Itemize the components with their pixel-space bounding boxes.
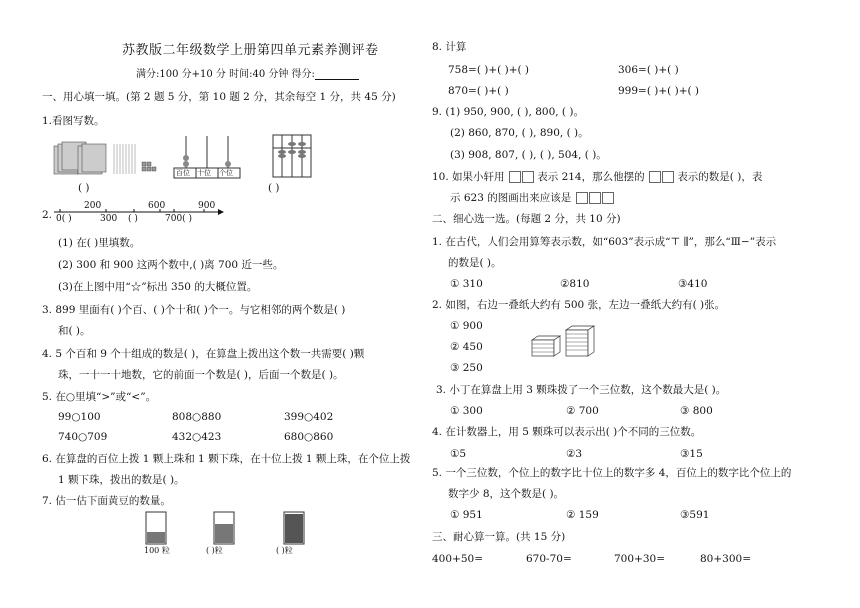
answer-box[interactable] [602, 192, 614, 204]
c5-line1: 5. 一个三位数，个位上的数字比十位上的数字多 4，百位上的数字比个位上的 [432, 467, 792, 479]
c3-opt-3[interactable]: ③ 800 [680, 405, 713, 417]
calc-2[interactable]: 670-70= [526, 553, 572, 565]
c3-opt-2[interactable]: ② 700 [566, 405, 599, 417]
c1-opt-1[interactable]: ① 310 [450, 278, 483, 290]
q9-part1: 9. (1) 950, 900, ( ), 800, ( )。 [432, 106, 584, 118]
q2-part1: (1) 在( )里填数。 [58, 237, 141, 249]
section-2-heading: 二、细心选一选。(每题 2 分，共 10 分) [432, 213, 621, 225]
c3-text: 3. 小丁在算盘上用 3 颗珠拨了一个三位数，这个数最大是( )。 [436, 384, 727, 396]
score-line [136, 69, 359, 80]
q8-row1-b[interactable]: 306=( )+( ) [618, 64, 679, 76]
nl-blank[interactable]: ( ) [128, 214, 138, 224]
hundred-blocks-image [50, 140, 160, 182]
c1-opt-2[interactable]: ②810 [560, 278, 590, 290]
calc-4[interactable]: 80+300= [700, 553, 751, 565]
c2-opt-3[interactable]: ③ 250 [450, 362, 483, 374]
q1-text: 1.看图写数。 [42, 115, 105, 127]
score-text: 满分:100 分+10 分 时间:40 分钟 得分: [136, 69, 315, 80]
c1-line2: 的数是( )。 [448, 257, 502, 269]
q3-line1: 3. 899 里面有( )个百、( )个十和( )个一。与它相邻的两个数是( ) [42, 304, 346, 316]
q5-item-2[interactable]: 808○880 [172, 411, 222, 423]
nl-label-700[interactable]: 700( ) [165, 214, 193, 224]
page-title: 苏教版二年级数学上册第四单元素养测评卷 [122, 43, 379, 58]
q10-text-b: 表示 214，那么他摆的 [537, 171, 645, 183]
q9-part3: (3) 908, 807, ( ), ( ), 504, ( )。 [450, 149, 607, 161]
c5-line2: 数字少 8，这个数是( )。 [448, 488, 565, 500]
score-blank[interactable] [315, 69, 359, 80]
q8-row2-a[interactable]: 870=( )+( ) [448, 85, 509, 97]
q10-text-d: 示 623 的图画出来应该是 [450, 192, 572, 204]
answer-box[interactable] [576, 192, 588, 204]
calc-3[interactable]: 700+30= [614, 553, 665, 565]
c4-opt-3[interactable]: ③15 [680, 448, 703, 460]
c2-opt-2[interactable]: ② 450 [450, 341, 483, 353]
q2-number: 2. [42, 209, 53, 221]
c4-opt-1[interactable]: ①5 [450, 448, 467, 460]
c3-opt-1[interactable]: ① 300 [450, 405, 483, 417]
c5-opt-2[interactable]: ② 159 [566, 509, 599, 521]
q5-item-6[interactable]: 680○860 [284, 431, 334, 443]
nl-label-900: 900 [198, 201, 216, 211]
nl-label-600: 600 [148, 201, 166, 211]
q5-text: 5. 在○里填“>”或“<”。 [42, 391, 157, 403]
answer-box[interactable] [589, 192, 601, 204]
q10-line2 [450, 192, 614, 204]
section-1-heading: 一、用心填一填。(第 2 题 5 分，第 10 题 2 分，其余每空 1 分，共 45 分) [42, 91, 396, 103]
q7-label-3[interactable]: ( )粒 [276, 546, 293, 555]
q4-line1: 4. 5 个百和 9 个十组成的数是( )，在算盘上拨出这个数一共需要( )颗 [42, 348, 365, 360]
q9-part2: (2) 860, 870, ( ), 890, ( )。 [450, 127, 589, 139]
q5-item-5[interactable]: 432○423 [172, 431, 222, 443]
q5-item-1[interactable]: 99○100 [58, 411, 101, 423]
q7-label-2[interactable]: ( )粒 [206, 546, 223, 555]
q4-line2: 珠，一十一十地数，它的前面一个数是( )，后面一个数是( )。 [58, 369, 344, 381]
c2-text: 2. 如图，右边一叠纸大约有 500 张，左边一叠纸大约有( )张。 [432, 299, 726, 311]
q7-label-1: 100 粒 [144, 546, 170, 555]
paper-stacks-image [530, 324, 596, 360]
q2-part2: (2) 300 和 900 这两个数中,( )离 700 近一些。 [58, 259, 284, 271]
q1-blank-3[interactable]: ( ) [268, 182, 280, 194]
q6-line2: 1 颗下珠，拨出的数是( )。 [58, 474, 185, 486]
beans-jars-image [140, 508, 340, 546]
suanpan-image [272, 134, 312, 178]
nl-label-300: 300 [100, 214, 118, 224]
bead-box-icon [522, 171, 534, 183]
c5-opt-3[interactable]: ③591 [680, 509, 710, 521]
abacus-label-hundreds: 百位 [176, 169, 190, 177]
c4-text: 4. 在计数器上，用 5 颗珠可以表示出( )个不同的三位数。 [432, 426, 702, 438]
q7-text: 7. 估一估下面黄豆的数量。 [42, 495, 171, 507]
bead-box-icon [662, 171, 674, 183]
q10-text-a: 10. 如果小轩用 [432, 171, 505, 183]
q6-line1: 6. 在算盘的百位上拨 1 颗上珠和 1 颗下珠，在十位上拨 1 颗上珠，在个位上拨 [42, 453, 411, 465]
q10-text-c: 表示的数是( )，表 [677, 171, 763, 183]
nl-label-200: 200 [84, 201, 102, 211]
c1-opt-3[interactable]: ③410 [678, 278, 708, 290]
c2-opt-1[interactable]: ① 900 [450, 320, 483, 332]
q3-line2: 和( )。 [58, 325, 91, 337]
q8-row1-a[interactable]: 758=( )+( )+( ) [448, 64, 530, 76]
nl-label-0[interactable]: 0( ) [56, 214, 72, 224]
calc-1[interactable]: 400+50= [432, 553, 483, 565]
q2-part3: (3)在上图中用“☆”标出 350 的大概位置。 [58, 281, 258, 293]
bead-box-icon [509, 171, 521, 183]
c5-opt-1[interactable]: ① 951 [450, 509, 483, 521]
q8-row2-b[interactable]: 999=( )+( )+( ) [618, 85, 700, 97]
section-3-heading: 三、耐心算一算。(共 15 分) [432, 531, 566, 543]
bead-box-icon [649, 171, 661, 183]
abacus-label-ones: 个位 [219, 169, 233, 177]
q1-blank-1[interactable]: ( ) [78, 182, 90, 194]
c4-opt-2[interactable]: ②3 [566, 448, 583, 460]
q10-line1 [432, 171, 762, 183]
q5-item-4[interactable]: 740○709 [58, 431, 108, 443]
abacus-label-tens: 十位 [197, 169, 211, 177]
c1-line1: 1. 在古代，人们会用算筹表示数，如“603”表示成“⊤ ⫼”，那么“Ⅲ−”表示 [432, 236, 777, 248]
q8-text: 8. 计算 [432, 41, 467, 53]
q5-item-3[interactable]: 399○402 [284, 411, 334, 423]
